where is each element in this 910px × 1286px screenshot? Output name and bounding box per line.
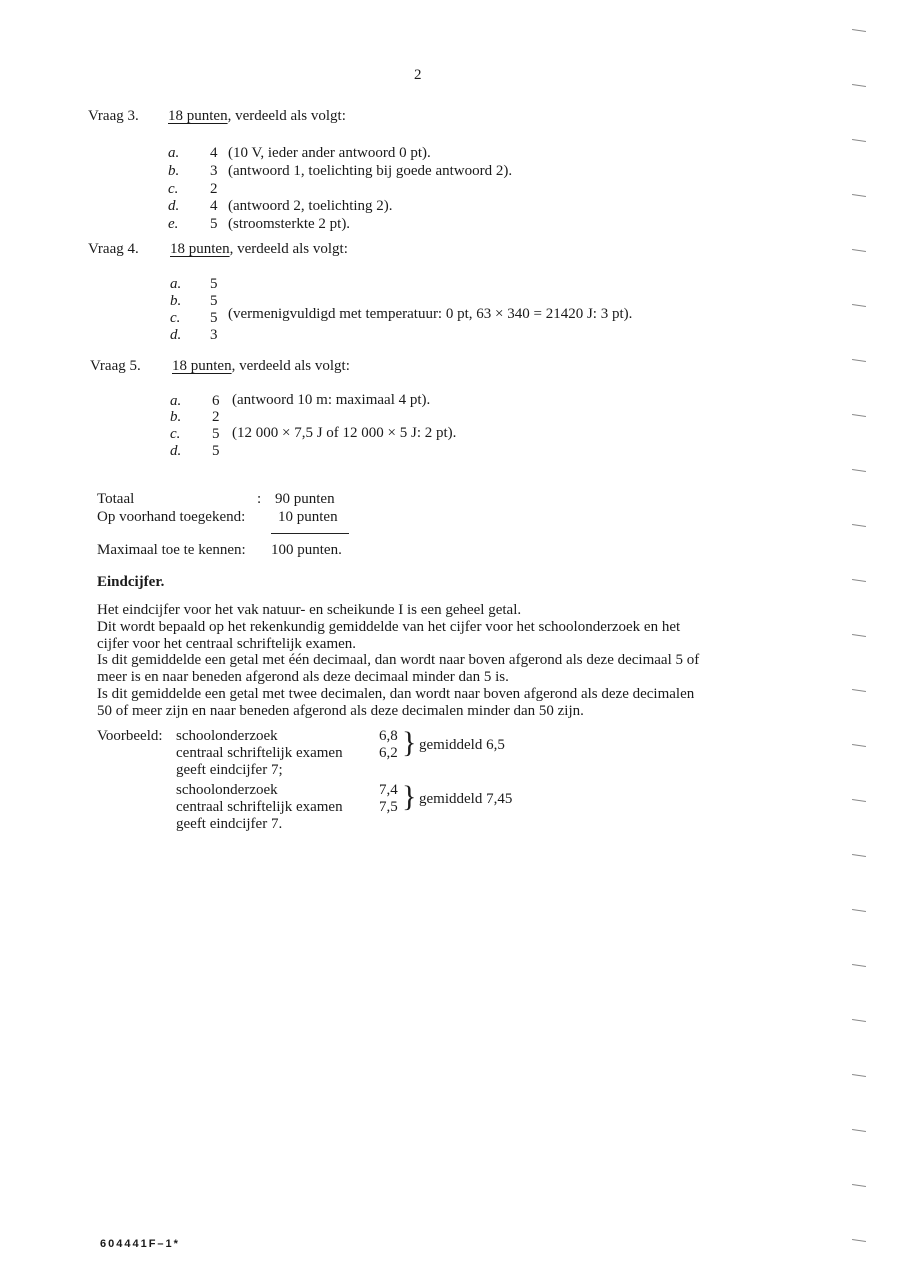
voorbeeld-label: Voorbeeld: [97,728,163,744]
points-rest: , verdeeld als volgt: [227,108,346,124]
item-note: (10 V, ieder ander antwoord 0 pt). [228,145,431,161]
example-school: schoolonderzoek [176,782,278,798]
item-letter: a. [170,393,182,409]
item-points: 5 [212,443,220,459]
eindcijfer-line: 50 of meer zijn en naar beneden afgerond als deze decimalen minder dan 50 zijn. [97,703,584,719]
margin-mark [852,634,866,637]
item-letter: a. [170,276,182,292]
item-letter: d. [170,443,182,459]
margin-mark [852,689,866,692]
example-average: gemiddeld 6,5 [419,737,505,753]
eindcijfer-heading: Eindcijfer. [97,574,165,590]
item-letter: b. [170,293,182,309]
question-label: Vraag 5. [90,358,141,374]
item-points: 4 [210,198,218,214]
eindcijfer-line: Is dit gemiddelde een getal met twee decimalen, dan wordt naar boven afgerond als deze decimalen [97,686,695,702]
eindcijfer-line: cijfer voor het centraal schriftelijk examen. [97,636,357,652]
example-central: centraal schriftelijk examen [176,799,343,815]
item-letter: e. [168,216,179,232]
example-average: gemiddeld 7,45 [419,791,513,807]
margin-mark [852,909,866,912]
item-note: (vermenigvuldigd met temperatuur: 0 pt, 63 × 340 = 21420 J: 3 pt). [228,306,633,322]
margin-mark [852,414,866,417]
margin-mark [852,84,866,87]
item-points: 3 [210,163,218,179]
margin-mark [852,524,866,527]
margin-mark [852,304,866,307]
item-letter: c. [170,426,181,442]
item-note: (stroomsterkte 2 pt). [228,216,351,232]
item-letter: c. [168,181,179,197]
item-letter: b. [170,409,182,425]
margin-mark [852,964,866,967]
item-note: (antwoord 2, toelichting 2). [228,198,393,214]
item-points: 5 [210,310,218,326]
margin-mark [852,469,866,472]
margin-mark [852,1019,866,1022]
max-label: Maximaal toe te kennen: [97,542,246,558]
question-points-line [170,241,348,258]
margin-mark [852,1129,866,1132]
example-value-1: 6,8 [379,728,398,744]
totaal-label: Totaal [97,491,135,507]
item-letter: c. [170,310,181,326]
margin-mark [852,359,866,362]
points-total: 18 punten [170,241,230,257]
margin-mark [852,249,866,252]
eindcijfer-line: meer is en naar beneden afgerond als deze decimaal minder dan 5 is. [97,669,509,685]
item-points: 2 [210,181,218,197]
margin-mark [852,29,866,32]
item-note: (antwoord 1, toelichting bij goede antwoord 2). [228,163,513,179]
question-points-line [172,358,350,375]
item-points: 6 [212,393,220,409]
item-note: (12 000 × 7,5 J of 12 000 × 5 J: 2 pt). [232,425,457,441]
margin-mark [852,1184,866,1187]
item-points: 2 [212,409,220,425]
margin-mark [852,744,866,747]
example-result: geeft eindcijfer 7; [176,762,283,778]
item-points: 5 [212,426,220,442]
margin-mark [852,139,866,142]
page-number: 2 [414,67,422,83]
example-value-1: 7,4 [379,782,398,798]
item-letter: b. [168,163,180,179]
toegekend-label: Op voorhand toegekend: [97,509,246,525]
margin-mark [852,1239,866,1242]
item-note: (antwoord 10 m: maximaal 4 pt). [232,392,431,408]
example-central: centraal schriftelijk examen [176,745,343,761]
item-points: 3 [210,327,218,343]
item-points: 5 [210,293,218,309]
item-letter: a. [168,145,180,161]
margin-mark [852,854,866,857]
example-value-2: 7,5 [379,799,398,815]
points-rest: , verdeeld als volgt: [229,241,348,257]
footer-code: 604441F–1* [100,1238,180,1250]
brace-symbol: } [402,780,417,813]
example-school: schoolonderzoek [176,728,278,744]
example-result: geeft eindcijfer 7. [176,816,283,832]
points-rest: , verdeeld als volgt: [231,358,350,374]
toegekend-value: 10 punten [278,509,338,525]
question-label: Vraag 3. [88,108,139,124]
example-value-2: 6,2 [379,745,398,761]
max-value: 100 punten. [271,542,342,558]
sum-rule [271,533,349,534]
totaal-colon: : [257,491,262,507]
margin-mark [852,1074,866,1077]
item-letter: d. [168,198,180,214]
eindcijfer-line: Is dit gemiddelde een getal met één decimaal, dan wordt naar boven afgerond als deze decimaal 5 of [97,652,700,668]
points-total: 18 punten [168,108,228,124]
margin-mark [852,194,866,197]
item-points: 4 [210,145,218,161]
brace-symbol: } [402,726,417,759]
item-points: 5 [210,276,218,292]
eindcijfer-line: Dit wordt bepaald op het rekenkundig gemiddelde van het cijfer voor het schoolonderzoek en het [97,619,681,635]
question-label: Vraag 4. [88,241,139,257]
points-total: 18 punten [172,358,232,374]
item-letter: d. [170,327,182,343]
eindcijfer-line: Het eindcijfer voor het vak natuur- en scheikunde I is een geheel getal. [97,602,522,618]
question-points-line [168,108,346,125]
totaal-value: 90 punten [275,491,335,507]
margin-mark [852,579,866,582]
item-points: 5 [210,216,218,232]
margin-mark [852,799,866,802]
